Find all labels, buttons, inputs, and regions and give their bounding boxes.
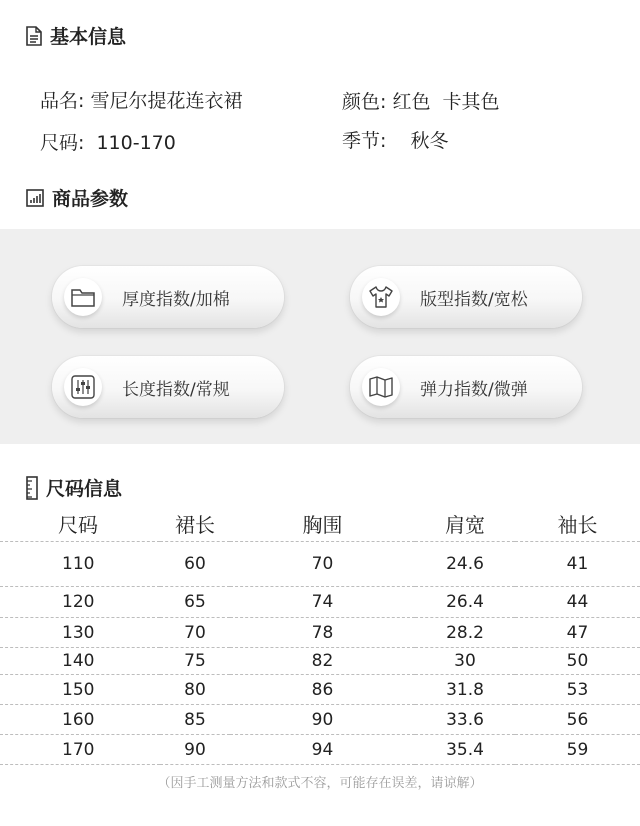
- params-title: 商品参数: [52, 188, 129, 210]
- cell-skirt-length: 90: [160, 735, 230, 765]
- cell-sleeve: 50: [515, 648, 640, 675]
- param-thickness-label: 厚度指数/加棉: [122, 290, 230, 310]
- table-row: [0, 587, 640, 618]
- param-elasticity-label: 弹力指数/微弹: [420, 380, 528, 400]
- size-range-label: 尺码:: [40, 132, 85, 154]
- size-range-value: 110-170: [96, 132, 176, 154]
- cell-sleeve: 47: [515, 618, 640, 648]
- params-heading: [26, 184, 128, 211]
- cell-sleeve: 56: [515, 705, 640, 735]
- cell-shoulder: 31.8: [415, 675, 515, 705]
- cell-sleeve: 59: [515, 735, 640, 765]
- color-row: [342, 87, 500, 114]
- cell-chest: 74: [230, 587, 415, 618]
- cell-size: 140: [0, 648, 160, 675]
- folder-icon: [64, 278, 102, 316]
- cell-skirt-length: 65: [160, 587, 230, 618]
- header-size: 尺码: [0, 505, 160, 542]
- param-thickness: [52, 266, 284, 328]
- product-name-label: 品名:: [40, 90, 85, 112]
- basic-info-heading: [26, 22, 126, 49]
- color-label: 颜色:: [342, 91, 387, 113]
- cell-skirt-length: 70: [160, 618, 230, 648]
- size-info-heading: [26, 474, 122, 501]
- season-row: [342, 126, 448, 153]
- cell-size: 150: [0, 675, 160, 705]
- cell-shoulder: 28.2: [415, 618, 515, 648]
- cell-shoulder: 24.6: [415, 542, 515, 587]
- cell-size: 110: [0, 542, 160, 587]
- cell-size: 130: [0, 618, 160, 648]
- cell-chest: 90: [230, 705, 415, 735]
- size-table-header: [0, 505, 640, 542]
- measurement-note: （因手工测量方法和款式不容，可能存在误差，请谅解）: [157, 776, 483, 791]
- param-length-label: 长度指数/常规: [122, 380, 230, 400]
- cell-shoulder: 33.6: [415, 705, 515, 735]
- cell-shoulder: 26.4: [415, 587, 515, 618]
- header-chest: 胸围: [230, 505, 415, 542]
- table-row: [0, 735, 640, 765]
- cell-shoulder: 30: [415, 648, 515, 675]
- header-sleeve: 袖长: [515, 505, 640, 542]
- table-row: [0, 542, 640, 587]
- cell-size: 170: [0, 735, 160, 765]
- size-range-row: [40, 128, 176, 155]
- cell-size: 120: [0, 587, 160, 618]
- tshirt-icon: [362, 278, 400, 316]
- color-value: 红色 卡其色: [392, 91, 500, 113]
- product-name-value: 雪尼尔提花连衣裙: [90, 90, 243, 112]
- document-icon: [26, 26, 42, 46]
- cell-chest: 86: [230, 675, 415, 705]
- header-skirt-length: 裙长: [160, 505, 230, 542]
- cell-skirt-length: 60: [160, 542, 230, 587]
- bar-chart-icon: [26, 189, 44, 207]
- cell-chest: 78: [230, 618, 415, 648]
- cell-chest: 70: [230, 542, 415, 587]
- size-table: [0, 505, 640, 765]
- param-elasticity: [350, 356, 582, 418]
- ruler-icon: [26, 476, 38, 500]
- product-name-row: [40, 86, 242, 113]
- cell-skirt-length: 85: [160, 705, 230, 735]
- cell-chest: 82: [230, 648, 415, 675]
- cell-skirt-length: 80: [160, 675, 230, 705]
- map-icon: [362, 368, 400, 406]
- season-label: 季节:: [342, 130, 387, 152]
- table-row: [0, 705, 640, 735]
- cell-size: 160: [0, 705, 160, 735]
- season-value: 秋冬: [410, 130, 449, 152]
- cell-shoulder: 35.4: [415, 735, 515, 765]
- size-info-title: 尺码信息: [46, 478, 123, 500]
- cell-sleeve: 44: [515, 587, 640, 618]
- cell-chest: 94: [230, 735, 415, 765]
- sliders-icon: [64, 368, 102, 406]
- table-row: [0, 648, 640, 675]
- param-fit-label: 版型指数/宽松: [420, 290, 528, 310]
- header-shoulder: 肩宽: [415, 505, 515, 542]
- param-length: [52, 356, 284, 418]
- cell-skirt-length: 75: [160, 648, 230, 675]
- table-row: [0, 675, 640, 705]
- cell-sleeve: 53: [515, 675, 640, 705]
- table-row: [0, 618, 640, 648]
- param-fit: [350, 266, 582, 328]
- cell-sleeve: 41: [515, 542, 640, 587]
- basic-info-title: 基本信息: [50, 26, 127, 48]
